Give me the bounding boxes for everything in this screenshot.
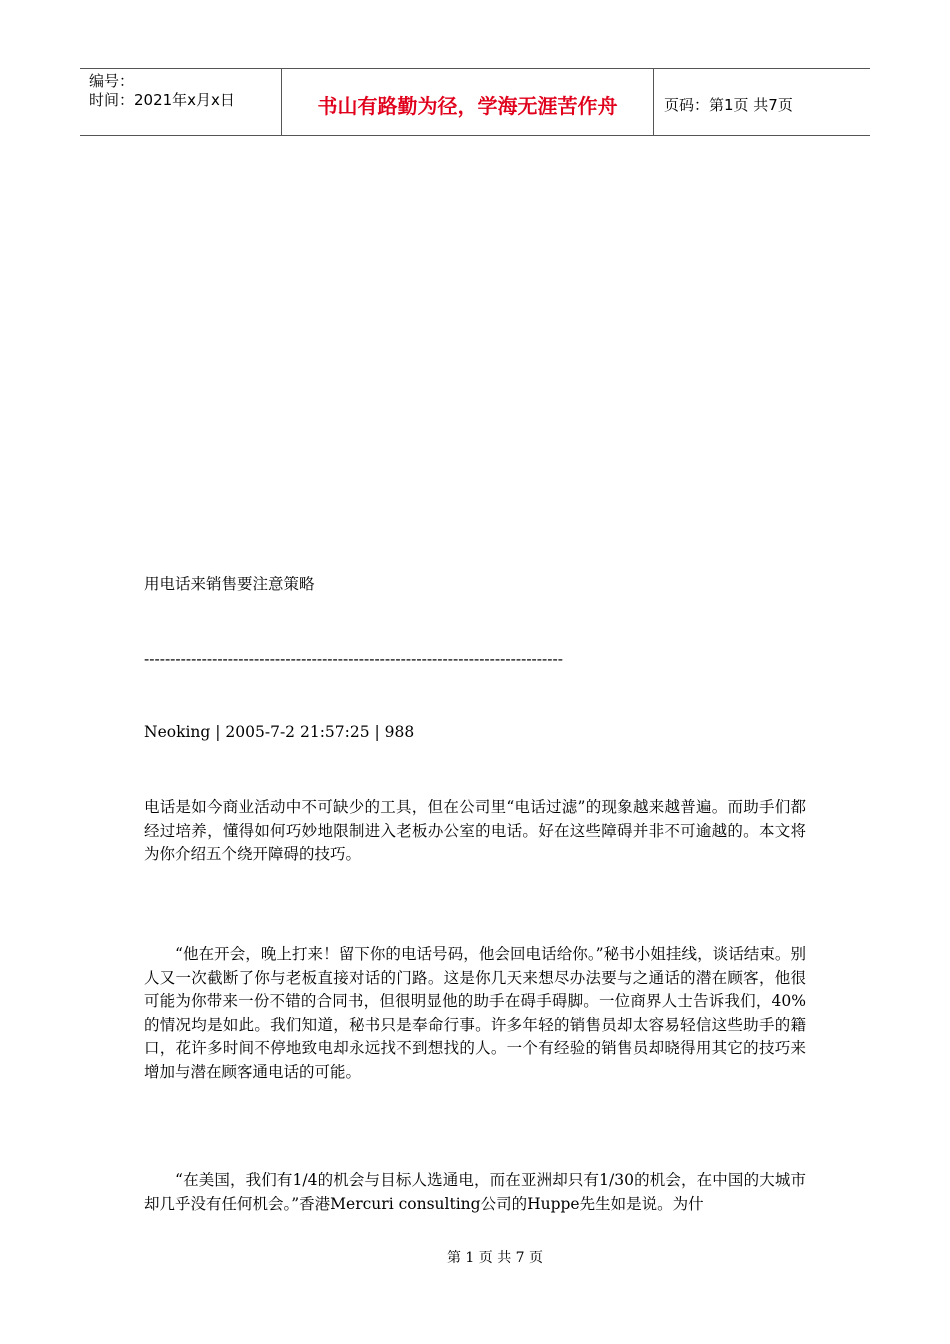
paragraph-intro: 电话是如今商业活动中不可缺少的工具，但在公司里“电话过滤”的现象越来越普遍。而助手们都经过培养，懂得如何巧妙地限制进入老板办公室的电话。好在这些障碍并非不可逾越的。本文将为你介绍五个绕开障碍的技巧。 [144,798,806,863]
motto-text: 书山有路勤为径，学海无涯苦作舟 [317,93,618,118]
paragraph-statistics: “在美国，我们有1/4的机会与目标人选通电，而在亚洲却只有1/30的机会，在中国的大城市却几乎没有任何机会。”香港Mercuri consulting公司的Huppe先生如是说。为什 [144,1171,806,1213]
post-meta: Neoking | 2005-7-2 21:57:25 | 988 [144,723,415,741]
page-info-text: 页码：第1页 共7页 [664,95,793,114]
page-footer: 第 1 页 共 7 页 [446,1250,544,1266]
date-label: 时间：2021年x月x日 [89,91,235,109]
header-page-cell [654,69,870,135]
header-motto-cell [282,69,654,135]
dashed-divider: -------------------------------------------------------------------------------- [144,650,563,668]
paragraph-secretary: “他在开会，晚上打来！留下你的电话号码，他会回电话给你。”秘书小姐挂线，谈话结束。别人又一次截断了你与老板直接对话的门路。这是你几天来想尽办法要与之通话的潜在顾客，他很可能为你带来一份不错的合同书，但很明显他的助手在碍手碍脚。一位商界人士告诉我们，40%的情况均是如此。我们知道，秘书只是奉命行事。许多年轻的销售员却太容易轻信这些助手的籍口，花许多时间不停地致电却永远找不到想找的人。一个有经验的销售员却晓得用其它的技巧来增加与潜在顾客通电话的可能。 [144,945,806,1081]
header-left-cell [80,69,282,135]
serial-number-label: 编号： [89,72,135,90]
document-header [80,68,870,136]
document-title: 用电话来销售要注意策略 [144,575,315,593]
